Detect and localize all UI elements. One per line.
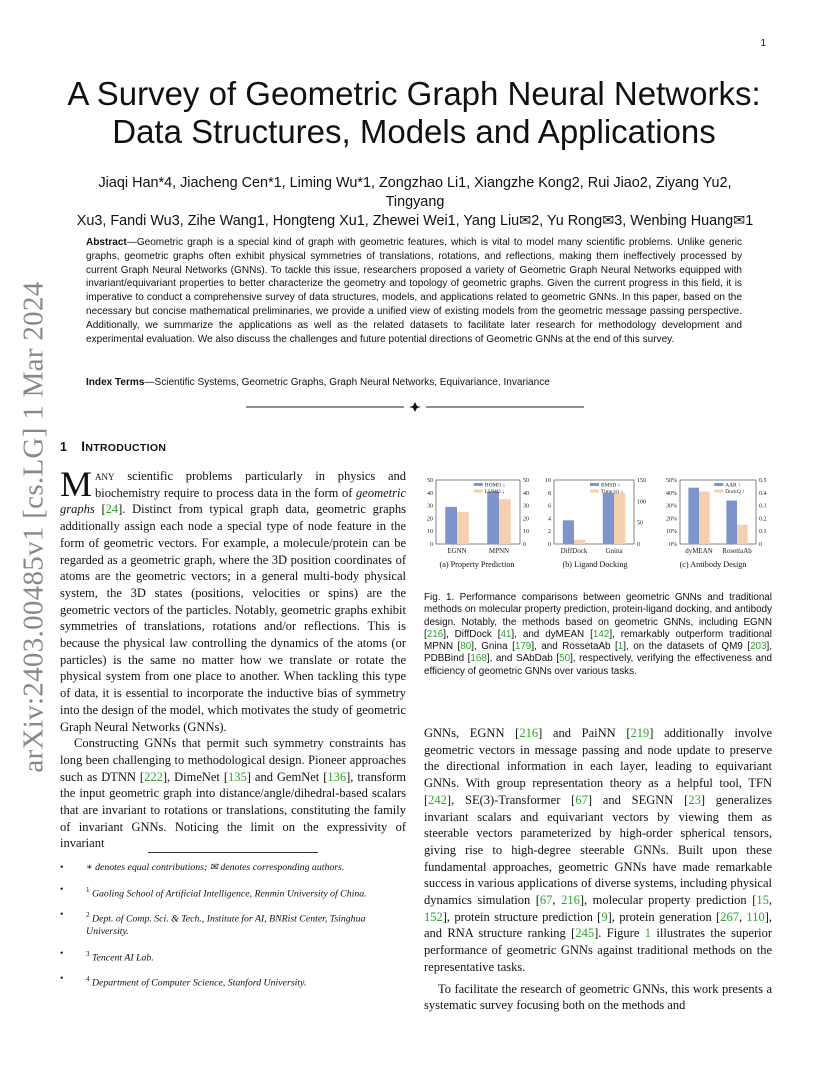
subfigure-caption: (b) Ligand Docking: [562, 560, 628, 569]
text-run: ], protein generation [: [607, 909, 721, 924]
text-run: ], DiffDock [: [443, 628, 501, 640]
citation-link[interactable]: 242: [428, 792, 447, 807]
citation-link[interactable]: 168: [470, 653, 487, 665]
y-tick-label-left: 30: [427, 503, 433, 510]
y-tick-label-left: 10: [545, 478, 551, 484]
bullet: •: [60, 909, 64, 921]
text-run: ,: [552, 893, 562, 908]
text-run: ] additionally involve geometric vectors in message passing and node update to preserve the directional information in each layer, leading to equivariant GNNs. With group representation theory as a helpful tool, TFN [: [424, 726, 772, 807]
bar-peach: [499, 499, 511, 544]
footnotes: [60, 862, 406, 999]
legend-swatch: [714, 490, 723, 493]
y-tick-label-right: 0: [523, 542, 526, 548]
citation-link[interactable]: 67: [539, 893, 553, 908]
text-run: Fig. 1. Performance comparisons between geometric GNNs and traditional methods on molecular property prediction, protein-ligand docking, and antibody design. Notably, the methods based on geometric GNNs, including EGNN [: [424, 592, 772, 640]
x-tick-label: Gnina: [605, 547, 623, 555]
y-tick-label-left: 50%: [666, 478, 677, 484]
bullet: •: [60, 883, 64, 895]
legend-label: Time (s) ↓: [601, 489, 624, 495]
legend-label: DockQ ↑: [725, 489, 745, 495]
text-run: ] and SEGNN [: [587, 792, 689, 807]
footnote: [60, 973, 406, 990]
y-tick-label-right: 50: [637, 520, 643, 527]
citation-link[interactable]: 245: [575, 926, 595, 941]
bullet: •: [60, 947, 64, 959]
y-tick-label-right: 0.3: [759, 503, 767, 510]
footnote-mark: 3: [86, 949, 90, 958]
text-run: ] and PaiNN [: [538, 726, 631, 740]
x-tick-label: RosettaAb: [722, 547, 752, 555]
citation-link[interactable]: 222: [144, 769, 163, 784]
legend-swatch: [590, 490, 599, 493]
y-tick-label-right: 0.2: [759, 516, 767, 523]
text-run: [: [94, 502, 106, 517]
footnote-text: ∗ denotes equal contributions; ✉ denotes corresponding authors.: [86, 862, 345, 873]
bar-blue: [688, 488, 699, 544]
drop-cap: M: [60, 464, 93, 504]
text-run: ], and RNA structure ranking [: [424, 909, 773, 941]
footnote: [60, 862, 406, 875]
y-tick-label-right: 40: [523, 490, 529, 497]
paragraph-body: [60, 464, 407, 734]
citation-link[interactable]: 216: [519, 726, 539, 740]
section-heading: [60, 439, 166, 454]
citation-link[interactable]: 9: [601, 909, 608, 924]
text-run: ,: [738, 909, 747, 924]
right-paragraph-2: [424, 981, 772, 1014]
citation-link[interactable]: 23: [688, 792, 701, 807]
y-tick-label-left: 10%: [666, 529, 677, 536]
text-run: ], Gnina [: [471, 641, 515, 653]
section-title: INTRODUCTION: [81, 439, 167, 454]
footnote: [60, 948, 406, 965]
y-tick-label-left: 40%: [666, 490, 677, 497]
y-tick-label-right: 0.5: [759, 478, 767, 484]
x-tick-label: DiffDock: [560, 547, 588, 555]
text-run: ], and SAbDab [: [486, 653, 560, 665]
bar-blue: [603, 493, 614, 544]
index-terms: [86, 376, 742, 390]
text-run: ], respectively, verifying the effectiveness and efficiency of geometric GNNs over various tasks.: [424, 653, 772, 677]
text-run: ], molecular property prediction [: [579, 893, 757, 908]
y-tick-label-left: 30%: [666, 503, 677, 510]
footnote-text: Department of Computer Science, Stanford University.: [89, 977, 307, 989]
citation-link[interactable]: 142: [592, 628, 610, 640]
left-column: [60, 464, 407, 852]
y-tick-label-right: 0: [759, 542, 762, 548]
citation-link[interactable]: 267: [720, 909, 739, 924]
text-run: ] and GemNet [: [246, 769, 328, 784]
y-tick-label-left: 20: [427, 516, 433, 523]
right-column: [424, 725, 772, 1014]
text-run: ]. Distinct from typical graph data, geometric graphs additionally assign each node a special type of node feature in the form of geometric vectors. For example, a molecule/protein can be regarded as a geometric graph, where the 3D position coordinates of atoms are the geometric vectors; in a general multi-body physical system, the 3D states (positions, velocities or spins) are the geometric vectors of the particles. Notably, geometric graphs exhibit symmetries of translations, rotations and/or reflections. This is because the physical law controlling the dynamics of the atoms (or particles) is the same no matter how we translate or rotate the physical system from one place to another. When tackling this type of data, it is essential to incorporate the inductive bias of symmetry into the design of the model, which motivates the study of geometric Graph Neural Networks (GNNs).: [60, 502, 407, 734]
legend-swatch: [590, 483, 599, 486]
x-tick-label: MPNN: [488, 547, 510, 555]
right-paragraph-1: [424, 725, 772, 976]
footnote-mark: 1: [86, 885, 90, 894]
y-tick-label-left: 40: [427, 490, 433, 497]
text-run: ], DimeNet [: [162, 769, 229, 784]
index-terms-text: —Scientific Systems, Geometric Graphs, Graph Neural Networks, Equivariance, Invariance: [144, 377, 550, 388]
lead-word: any: [95, 469, 115, 483]
y-tick-label-left: 4: [548, 516, 551, 523]
authors-line-1: Jiaqi Han*4, Jiacheng Cen*1, Liming Wu*1, Zongzhao Li1, Xiangzhe Kong2, Rui Jiao2, Ziyang Yu2, Tingyang: [98, 175, 732, 210]
footnote: [60, 909, 406, 938]
term: geometric graphs: [60, 485, 406, 517]
citation-link[interactable]: 110: [746, 909, 765, 924]
abstract-label: Abstract: [86, 237, 127, 248]
citation-link[interactable]: 15: [756, 893, 769, 908]
citation-link[interactable]: 80: [460, 641, 472, 653]
legend-swatch: [474, 483, 483, 486]
legend-label: LUMO ↓: [484, 489, 505, 495]
text-run: ], SE(3)-Transformer [: [446, 792, 576, 807]
text-run: ,: [768, 893, 772, 908]
x-tick-label: EGNN: [447, 547, 467, 555]
text-run: GNNs, EGNN [: [424, 726, 520, 740]
section-number: 1: [60, 440, 68, 454]
authors-line-2: Xu3, Fandi Wu3, Zihe Wang1, Hongteng Xu1, Zhewei Wei1, Yang Liu✉2, Yu Rong✉3, Wenbing Huang✉1: [76, 213, 754, 229]
y-tick-label-right: 0.1: [759, 529, 767, 536]
bar-peach: [457, 512, 469, 544]
title-divider: [246, 402, 584, 412]
text-run: ], PDBBind [: [424, 641, 772, 665]
y-tick-label-right: 50: [523, 478, 529, 484]
bullet: •: [60, 973, 64, 985]
y-tick-label-left: 0: [430, 542, 433, 548]
y-tick-label-right: 10: [523, 529, 529, 536]
y-tick-label-right: 0.4: [759, 490, 767, 497]
footnote-mark: 2: [86, 911, 90, 920]
intro-paragraph-1: [60, 464, 407, 735]
text-run: ], protein structure prediction [: [442, 909, 602, 924]
footnote-text: Gaoling School of Artificial Intelligence, Renmin University of China.: [89, 887, 367, 899]
legend-swatch: [474, 490, 483, 493]
y-tick-label-right: 0: [637, 542, 640, 548]
footnote-mark: 4: [86, 975, 90, 984]
bar-blue: [726, 500, 737, 544]
legend-swatch: [714, 483, 723, 486]
citation-link[interactable]: 50: [559, 653, 571, 665]
y-tick-label-left: 2: [548, 529, 551, 536]
citation-link[interactable]: 179: [514, 641, 532, 653]
citation-link[interactable]: 216: [561, 893, 580, 908]
y-tick-label-left: 50: [427, 478, 433, 484]
citation-link[interactable]: 152: [424, 909, 443, 924]
citation-link[interactable]: 136: [327, 769, 347, 784]
x-tick-label: dyMEAN: [685, 547, 713, 555]
citation-link[interactable]: 1: [644, 926, 652, 941]
arxiv-stamp: arXiv:2403.00485v1 [cs.LG] 1 Mar 2024: [17, 281, 50, 773]
author-list: [70, 174, 760, 231]
legend-label: RMSD ↓: [601, 482, 621, 489]
figure-1: [418, 470, 772, 578]
y-tick-label-left: 0%: [669, 542, 677, 548]
subfigure-caption: (a) Property Prediction: [439, 560, 515, 569]
index-terms-label: Index Terms: [86, 377, 145, 388]
subfigure-caption: (c) Antibody Design: [679, 560, 747, 569]
citation-link[interactable]: 1: [617, 641, 624, 653]
text-run: ], and RossetaAb [: [531, 641, 618, 653]
intro-paragraph-2: [60, 735, 406, 852]
bar-peach: [574, 540, 585, 544]
y-tick-label-left: 6: [548, 503, 551, 510]
abstract: [86, 236, 742, 346]
y-tick-label-left: 0: [548, 542, 551, 548]
y-tick-label-right: 100: [637, 499, 646, 506]
footnote-text: Dept. of Comp. Sci. & Tech., Institute for AI, BNRist Center, Tsinghua University.: [86, 913, 366, 938]
text-run: ], transform the input geometric graph into distance/angle/dihedral-based scalars that are invariant to rotations or translations, constituting the family of invariant GNNs. Noticing the limit on the expressivity of invariant: [60, 769, 406, 851]
bar-peach: [737, 525, 748, 544]
legend-label: AAR ↑: [725, 482, 741, 489]
bar-peach: [699, 492, 710, 544]
paper-title: [40, 75, 788, 151]
y-tick-label-right: 30: [523, 503, 529, 510]
y-tick-label-right: 20: [523, 516, 529, 523]
abstract-text: —Geometric graph is a special kind of graph with geometric features, which is vital to model many scientific problems. Unlike generic graphs, geometric graphs often exhibit physical symmetries of translations, rotations, and reflections, making them ineffectively processed by current Graph Neural Networks (GNNs). To tackle this issue, researchers proposed a variety of Geometric Graph Neural Networks equipped with invariant/equivariant properties to better characterize the geometry and topology of geometric graphs. Given the current progress in this field, it is imperative to conduct a comprehensive survey of data structures, models, and applications related to geometric GNNs. In this paper, based on the necessary but concise mathematical preliminaries, we provide a unified view of existing models from the geometric message passing perspective. Additionally, we summarize the applications as well as the related datasets to facilitate later research for methodology development and experimental evaluation. We also discuss the challenges and future potential directions of Geometric GNNs at the end of this survey.: [86, 237, 742, 345]
footnote: [60, 884, 406, 901]
title-line-2: Data Structures, Models and Applications: [112, 113, 716, 150]
text-run: illustrates the superior performance of geometric GNNs against traditional methods on the representative tasks.: [424, 926, 772, 974]
text-run: Constructing GNNs that permit such symmetry constraints has long been challenging to methodological design. Pioneer approaches such as DTNN [: [60, 736, 406, 784]
y-tick-label-left: 8: [548, 490, 551, 497]
bar-blue: [563, 520, 574, 544]
y-tick-label-left: 20%: [666, 516, 677, 523]
footnote-text: Tencent AI Lab.: [89, 951, 154, 963]
text-run: ], and dyMEAN [: [511, 628, 593, 640]
citation-link[interactable]: 41: [500, 628, 512, 640]
citation-link[interactable]: 216: [426, 628, 444, 640]
legend-label: HOMO ↓: [484, 482, 506, 489]
bar-peach: [614, 493, 625, 544]
bar-blue: [445, 507, 457, 544]
citation-link[interactable]: 219: [630, 726, 650, 740]
footnote-rule: [148, 852, 318, 853]
text-run: scientific problems particularly in physics and biochemistry require to process data in the form of: [95, 469, 406, 500]
y-tick-label-right: 150: [637, 478, 646, 484]
text-run: ] generalizes invariant scalars and equivariant vectors by viewing them as steerable vectors parameterized by high-order spherical tensors, giving rise to high-degree steerable GNNs. Built upon these fundamental approaches, geometric GNNs have made remarkable success in various applications of diverse systems, including physical dynamics simulation [: [424, 792, 772, 908]
citation-link[interactable]: 135: [228, 769, 247, 784]
text-run: ], on the datasets of QM9 [: [623, 641, 751, 653]
page-number: 1: [760, 38, 766, 49]
bar-blue: [487, 492, 499, 544]
title-line-1: A Survey of Geometric Graph Neural Networks:: [67, 75, 761, 112]
text-run: To facilitate the research of geometric GNNs, this work presents a systematic survey focusing both on the methods and: [424, 981, 772, 1013]
text-run: ], remarkably outperform traditional MPNN [: [424, 628, 772, 653]
figure-caption: [424, 592, 772, 678]
citation-link[interactable]: 67: [575, 792, 588, 807]
bullet: •: [60, 862, 64, 873]
y-tick-label-left: 10: [427, 529, 433, 536]
text-run: ]. Figure: [594, 926, 645, 941]
citation-link[interactable]: 203: [750, 641, 767, 653]
citation-link[interactable]: 24: [105, 502, 119, 517]
